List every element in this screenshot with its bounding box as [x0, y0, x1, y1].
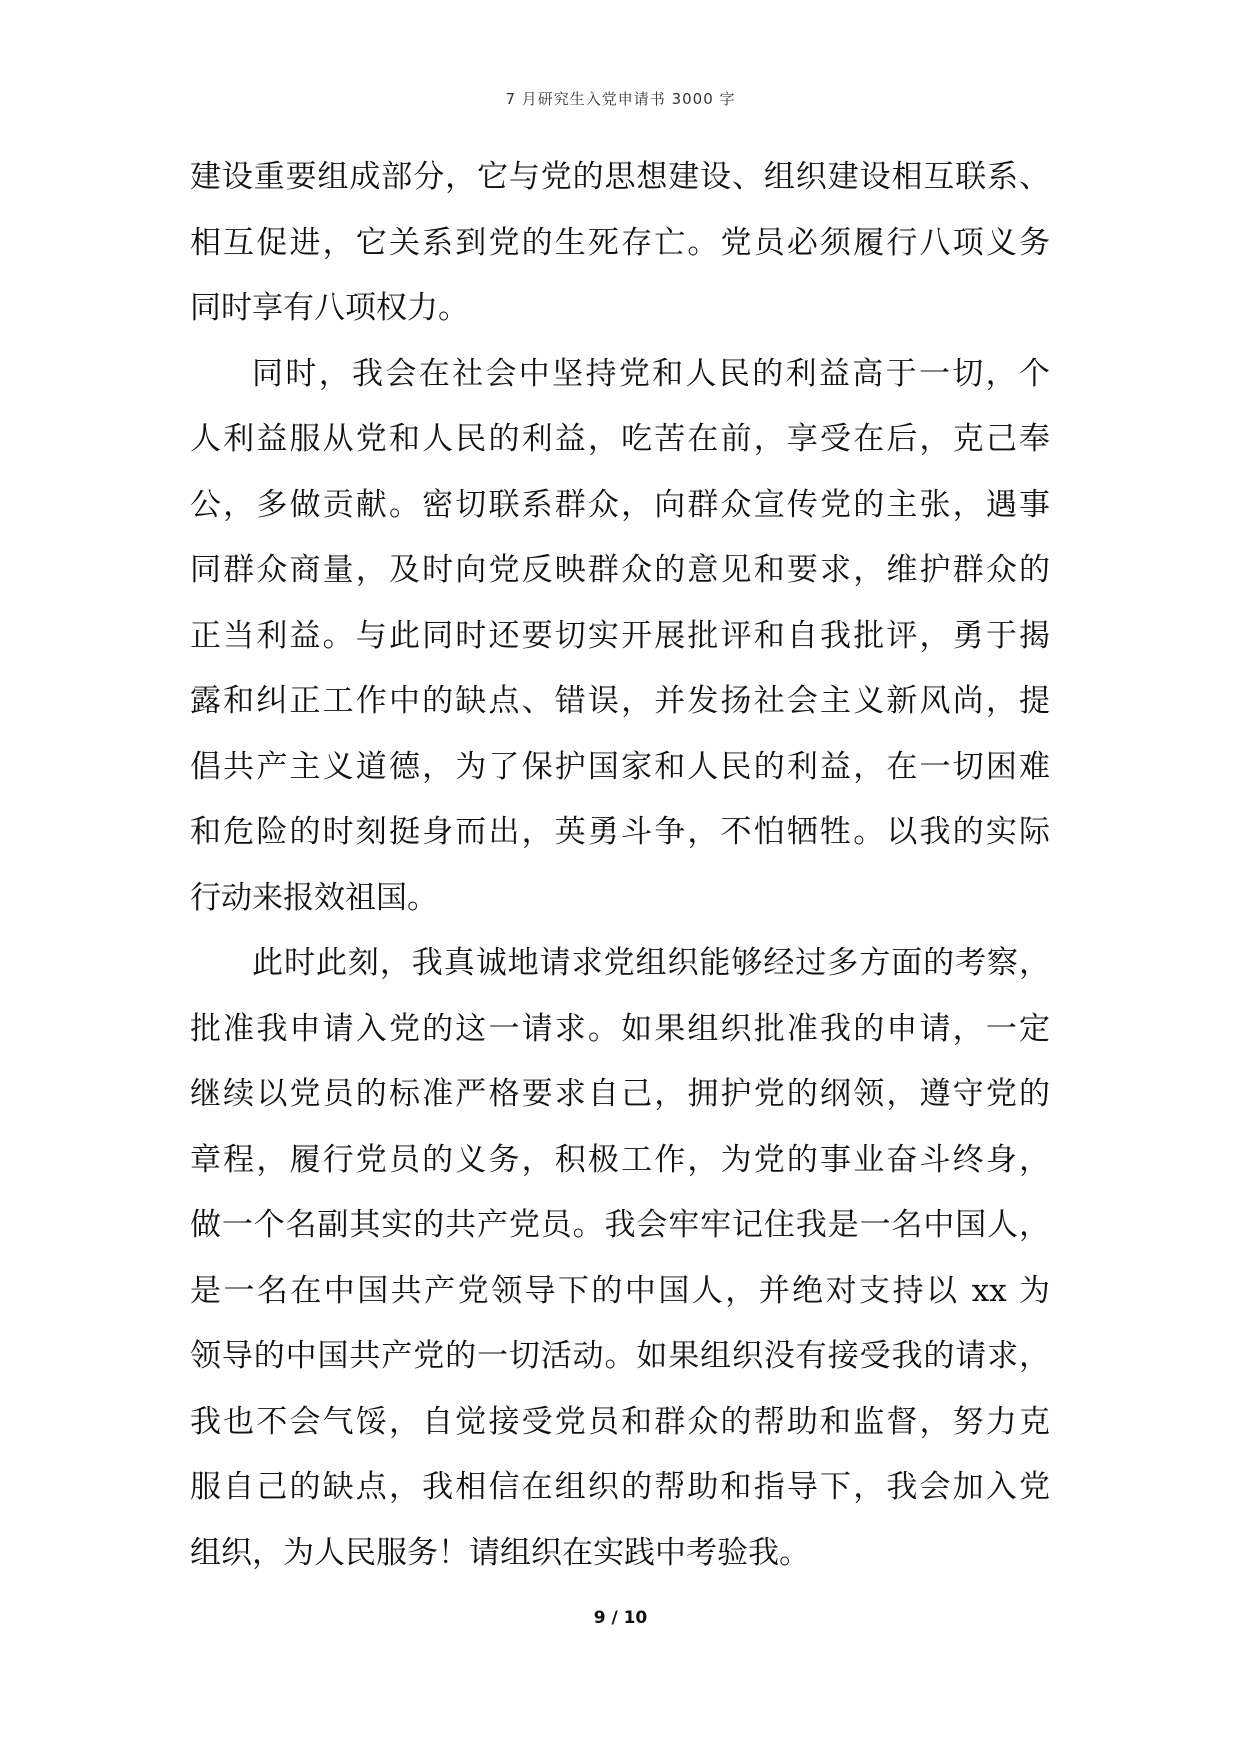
paragraph-2-line-4: 同群众商量，及时向党反映群众的意见和要求，维护群众的: [190, 552, 1050, 588]
paragraph-2-line-5: 正当利益。与此同时还要切实开展批评和自我批评，勇于揭: [190, 617, 1050, 654]
document-body: [190, 145, 1050, 1586]
paragraph-2-line-7: 倡共产主义道德，为了保护国家和人民的利益，在一切困难: [190, 748, 1050, 785]
paragraph-2-line-1: 同时，我会在社会中坚持党和人民的利益高于一切，个: [252, 355, 1050, 392]
page-number: 9 / 10: [593, 1608, 648, 1628]
paragraph-1-line-3: 同时享有八项权力。: [190, 290, 469, 326]
paragraph-3-line-9: 服自己的缺点，我相信在组织的帮助和指导下，我会加入党: [190, 1469, 1050, 1505]
paragraph-3-line-5: 做一个名副其实的共产党员。我会牢牢记住我是一名中国人，: [190, 1207, 1050, 1243]
paragraph-3-line-6: 是一名在中国共产党领导下的中国人，并绝对支持以 xx 为: [190, 1272, 1050, 1309]
paragraph-3-line-1: 此时此刻，我真诚地请求党组织能够经过多方面的考察，: [252, 945, 1050, 981]
paragraph-2-line-6: 露和纠正工作中的缺点、错误，并发扬社会主义新风尚，提: [190, 683, 1050, 719]
paragraph-3-line-10: 组织，为人民服务！请组织在实践中考验我。: [190, 1534, 810, 1571]
paragraph-3-line-8: 我也不会气馁，自觉接受党员和群众的帮助和监督，努力克: [190, 1403, 1050, 1440]
paragraph-2-line-3: 公，多做贡献。密切联系群众，向群众宣传党的主张，遇事: [190, 486, 1050, 523]
paragraph-1-line-1: 建设重要组成部分，它与党的思想建设、组织建设相互联系、: [190, 159, 1050, 195]
paragraph-3-line-4: 章程，履行党员的义务，积极工作，为党的事业奋斗终身，: [190, 1141, 1050, 1178]
paragraph-3-line-2: 批准我申请入党的这一请求。如果组织批准我的申请，一定: [190, 1010, 1050, 1047]
paragraph-2-line-2: 人利益服从党和人民的利益，吃苦在前，享受在后，克己奉: [190, 421, 1050, 457]
paragraph-1-line-2: 相互促进，它关系到党的生死存亡。党员必须履行八项义务: [190, 224, 1050, 261]
paragraph-3-line-3: 继续以党员的标准严格要求自己，拥护党的纲领，遵守党的: [190, 1076, 1050, 1112]
paragraph-2-line-8: 和危险的时刻挺身而出，英勇斗争，不怕牺牲。以我的实际: [190, 814, 1050, 850]
paragraph-2-line-9: 行动来报效祖国。: [190, 879, 438, 916]
page-header: 7 月研究生入党申请书 3000 字: [505, 90, 736, 108]
paragraph-3-line-7: 领导的中国共产党的一切活动。如果组织没有接受我的请求，: [190, 1338, 1050, 1374]
